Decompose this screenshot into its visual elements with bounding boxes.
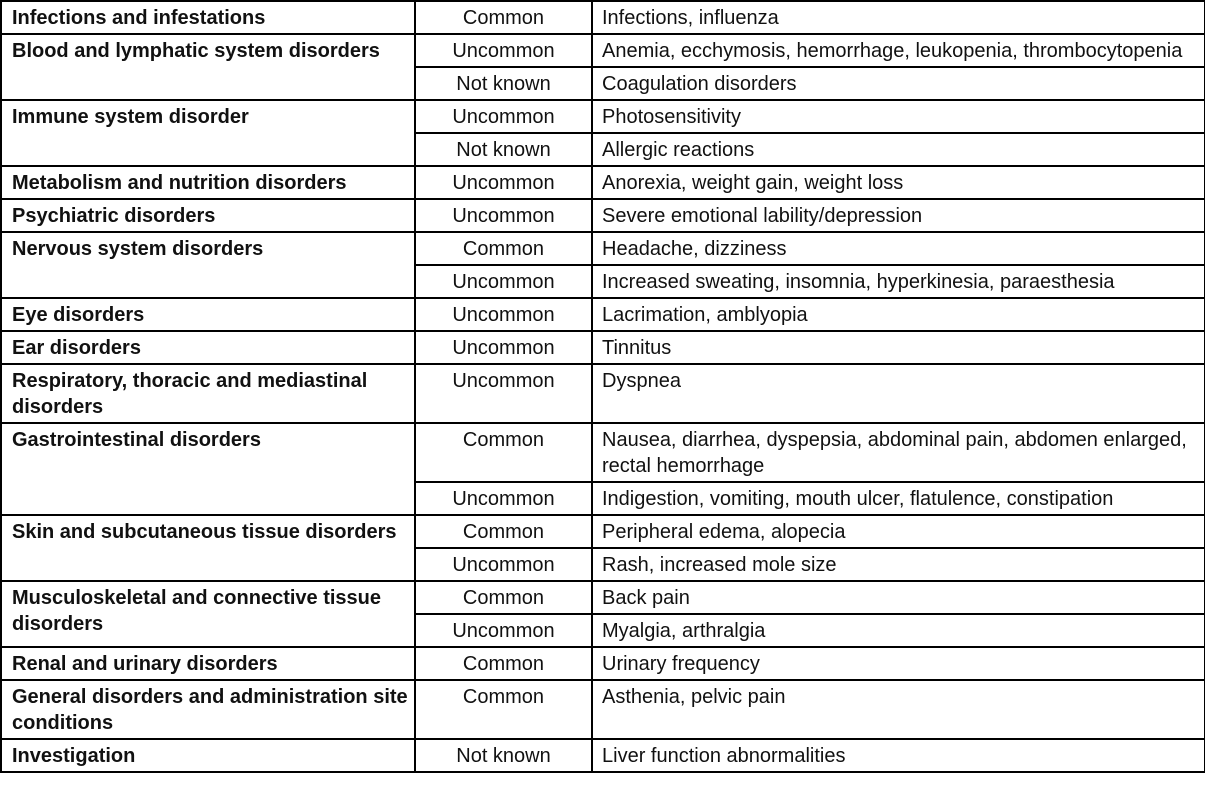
frequency-cell: Common xyxy=(415,581,592,614)
adverse-reactions-cell: Allergic reactions xyxy=(592,133,1205,166)
table-row xyxy=(1,423,1205,482)
frequency-cell: Uncommon xyxy=(415,331,592,364)
frequency-cell: Uncommon xyxy=(415,548,592,581)
frequency-cell: Common xyxy=(415,232,592,265)
system-organ-class-cell: Immune system disorder xyxy=(1,100,415,166)
table-row xyxy=(1,1,1205,34)
table-row xyxy=(1,232,1205,265)
system-organ-class-cell: Infections and infestations xyxy=(1,1,415,34)
system-organ-class-cell: Musculoskeletal and connective tissue disorders xyxy=(1,581,415,647)
frequency-cell: Uncommon xyxy=(415,34,592,67)
system-organ-class-cell: General disorders and administration site conditions xyxy=(1,680,415,739)
system-organ-class-cell: Renal and urinary disorders xyxy=(1,647,415,680)
system-organ-class-cell: Gastrointestinal disorders xyxy=(1,423,415,515)
system-organ-class-cell: Investigation xyxy=(1,739,415,772)
frequency-cell: Not known xyxy=(415,739,592,772)
table-row xyxy=(1,515,1205,548)
system-organ-class-cell: Ear disorders xyxy=(1,331,415,364)
table-row xyxy=(1,199,1205,232)
frequency-cell: Not known xyxy=(415,133,592,166)
table-row xyxy=(1,680,1205,739)
table-row xyxy=(1,166,1205,199)
system-organ-class-cell: Nervous system disorders xyxy=(1,232,415,298)
system-organ-class-cell: Skin and subcutaneous tissue disorders xyxy=(1,515,415,581)
frequency-cell: Uncommon xyxy=(415,482,592,515)
adverse-reactions-cell: Lacrimation, amblyopia xyxy=(592,298,1205,331)
adverse-reactions-cell: Severe emotional lability/depression xyxy=(592,199,1205,232)
table-row xyxy=(1,581,1205,614)
table-row xyxy=(1,739,1205,772)
system-organ-class-cell: Eye disorders xyxy=(1,298,415,331)
system-organ-class-cell: Respiratory, thoracic and mediastinal disorders xyxy=(1,364,415,423)
frequency-cell: Common xyxy=(415,515,592,548)
table-row xyxy=(1,331,1205,364)
adverse-reactions-cell: Anorexia, weight gain, weight loss xyxy=(592,166,1205,199)
adverse-reactions-cell: Liver function abnormalities xyxy=(592,739,1205,772)
frequency-cell: Uncommon xyxy=(415,166,592,199)
adverse-reactions-cell: Anemia, ecchymosis, hemorrhage, leukopenia, thrombocytopenia xyxy=(592,34,1205,67)
frequency-cell: Uncommon xyxy=(415,100,592,133)
adverse-reactions-cell: Increased sweating, insomnia, hyperkinesia, paraesthesia xyxy=(592,265,1205,298)
frequency-cell: Common xyxy=(415,647,592,680)
adverse-reactions-cell: Back pain xyxy=(592,581,1205,614)
adverse-reactions-cell: Asthenia, pelvic pain xyxy=(592,680,1205,739)
table-row xyxy=(1,298,1205,331)
adverse-reactions-cell: Photosensitivity xyxy=(592,100,1205,133)
adverse-reactions-cell: Peripheral edema, alopecia xyxy=(592,515,1205,548)
frequency-cell: Common xyxy=(415,680,592,739)
system-organ-class-cell: Blood and lymphatic system disorders xyxy=(1,34,415,100)
frequency-cell: Common xyxy=(415,1,592,34)
table-row xyxy=(1,34,1205,67)
table-row xyxy=(1,100,1205,133)
adverse-reactions-cell: Indigestion, vomiting, mouth ulcer, flatulence, constipation xyxy=(592,482,1205,515)
adverse-reactions-cell: Urinary frequency xyxy=(592,647,1205,680)
adverse-reactions-cell: Headache, dizziness xyxy=(592,232,1205,265)
adverse-reactions-cell: Dyspnea xyxy=(592,364,1205,423)
system-organ-class-cell: Psychiatric disorders xyxy=(1,199,415,232)
table-row xyxy=(1,364,1205,423)
frequency-cell: Uncommon xyxy=(415,614,592,647)
frequency-cell: Uncommon xyxy=(415,199,592,232)
frequency-cell: Common xyxy=(415,423,592,482)
adverse-reactions-cell: Myalgia, arthralgia xyxy=(592,614,1205,647)
adverse-reactions-cell: Infections, influenza xyxy=(592,1,1205,34)
frequency-cell: Not known xyxy=(415,67,592,100)
frequency-cell: Uncommon xyxy=(415,265,592,298)
table-row xyxy=(1,647,1205,680)
frequency-cell: Uncommon xyxy=(415,298,592,331)
adverse-reactions-cell: Nausea, diarrhea, dyspepsia, abdominal pain, abdomen enlarged, rectal hemorrhage xyxy=(592,423,1205,482)
adverse-reactions-cell: Rash, increased mole size xyxy=(592,548,1205,581)
frequency-cell: Uncommon xyxy=(415,364,592,423)
adverse-reactions-cell: Tinnitus xyxy=(592,331,1205,364)
table-body xyxy=(1,1,1205,772)
adverse-reactions-cell: Coagulation disorders xyxy=(592,67,1205,100)
system-organ-class-cell: Metabolism and nutrition disorders xyxy=(1,166,415,199)
